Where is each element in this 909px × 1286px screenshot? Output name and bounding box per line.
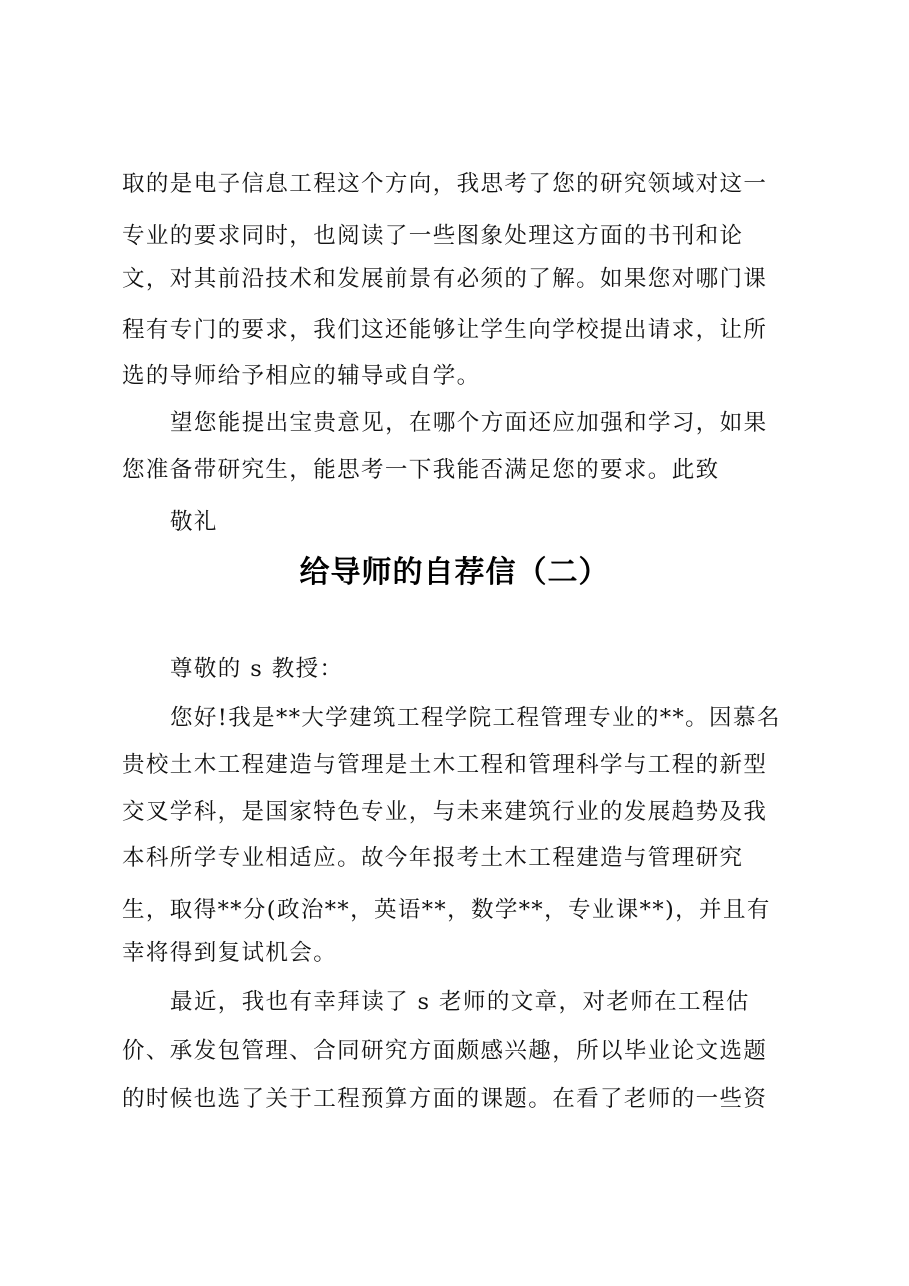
paragraph-line: 本科所学专业相适应。故今年报考土木工程建造与管理研究 (122, 845, 744, 871)
closing-salutation: 敬礼 (170, 509, 218, 535)
greeting: 尊敬的 s 教授： (170, 656, 344, 682)
document-title: 给导师的自荐信（二） (299, 555, 610, 590)
paragraph-line: 取的是电子信息工程这个方向，我思考了您的研究领域对这一 (122, 171, 768, 197)
paragraph-line: 最近，我也有幸拜读了 s 老师的文章，对老师在工程估 (170, 989, 750, 1015)
paragraph-line: 程有专门的要求，我们这还能够让学生向学校提出请求，让所 (122, 317, 768, 343)
paragraph-line: 的时候也选了关于工程预算方面的课题。在看了老师的一些资 (122, 1086, 768, 1112)
paragraph-line: 交叉学科，是国家特色专业，与未来建筑行业的发展趋势及我 (122, 799, 768, 825)
paragraph-line: 专业的要求同时，也阅读了一些图象处理这方面的书刊和论 (122, 223, 744, 249)
paragraph-line: 生，取得**分(政治**，英语**，数学**，专业课**)，并且有 (122, 897, 771, 923)
paragraph-line: 幸将得到复试机会。 (122, 940, 338, 966)
paragraph-line: 选的导师给予相应的辅导或自学。 (122, 363, 481, 389)
paragraph-line: 文，对其前沿技术和发展前景有必须的了解。如果您对哪门课 (122, 266, 768, 292)
paragraph-line: 贵校土木工程建造与管理是土木工程和管理科学与工程的新型 (122, 752, 768, 778)
paragraph-line: 您准备带研究生，能思考一下我能否满足您的要求。此致 (122, 457, 720, 483)
paragraph-line: 价、承发包管理、合同研究方面颇感兴趣，所以毕业论文选题 (122, 1038, 768, 1064)
paragraph-line: 您好!我是**大学建筑工程学院工程管理专业的**。因慕名 (170, 705, 781, 731)
paragraph-line: 望您能提出宝贵意见，在哪个方面还应加强和学习，如果 (170, 410, 768, 436)
